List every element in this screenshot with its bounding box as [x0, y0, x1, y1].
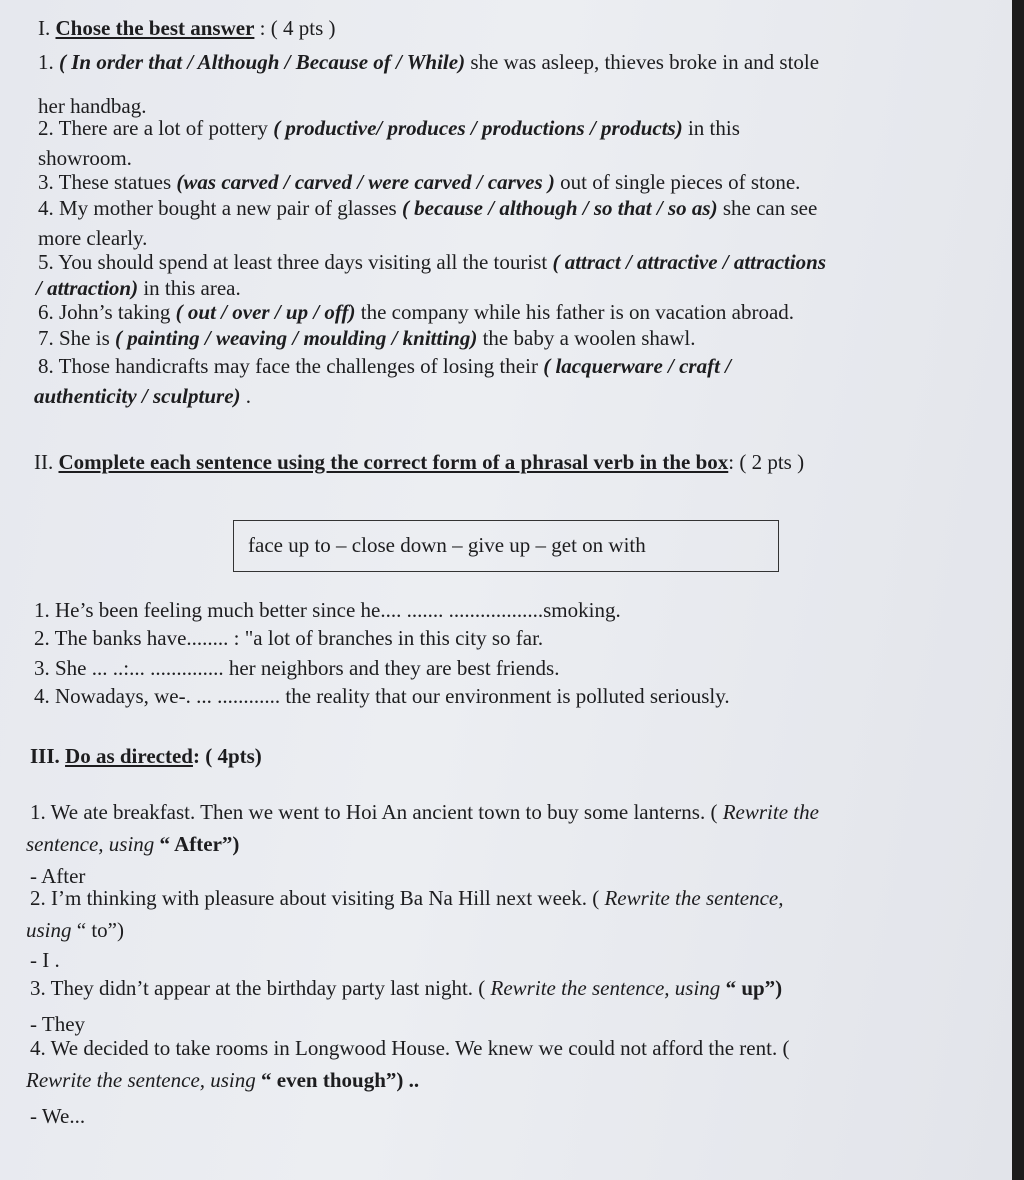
q2-text: in this	[682, 116, 740, 140]
q3-text-start: 3. These statues	[38, 170, 177, 194]
section-2-title: Complete each sentence using the correct form of a phrasal verb in the box	[58, 450, 729, 474]
s3-q2-instruction: Rewrite the sentence,	[604, 886, 784, 910]
q3-text: out of single pieces of stone.	[554, 170, 801, 194]
section-2-points: : ( 2 pts )	[728, 450, 805, 474]
q3-options: (was carved / carved / were carved / carves )	[176, 170, 555, 194]
q5-continuation	[36, 276, 241, 300]
s3-question-4: 4. We decided to take rooms in Longwood House. We knew we could not afford the rent. (	[30, 1036, 790, 1060]
s3-q3-answer-line: - They	[30, 1012, 86, 1036]
q4-text: she can see	[717, 196, 818, 220]
s3-q2-instruction-cont: using	[26, 918, 72, 942]
s1-question-3	[38, 170, 800, 194]
s3-question-1	[30, 800, 819, 824]
q5-text-end: in this area.	[138, 276, 241, 300]
section-3-heading	[30, 744, 262, 768]
q5-options: ( attract / attractive / attractions	[552, 250, 827, 274]
q2-continuation: showroom.	[38, 146, 132, 170]
q7-options: ( painting / weaving / moulding / knitting)	[115, 326, 478, 350]
q5-options-cont: / attraction)	[36, 276, 139, 300]
s3-q3-keyword: “ up”)	[720, 976, 783, 1000]
q1-continuation: her handbag.	[38, 94, 147, 118]
q8-options: ( lacquerware / craft /	[543, 354, 732, 378]
s1-question-6	[38, 300, 794, 324]
q7-text: the baby a woolen shawl.	[477, 326, 696, 350]
q1-options: ( In order that / Although / Because of / While)	[59, 50, 466, 74]
phrasal-verb-box	[233, 520, 779, 572]
s3-question-3	[30, 976, 782, 1000]
section-3-number: III.	[30, 744, 66, 768]
q6-text-start: 6. John’s taking	[38, 300, 176, 324]
s3-q3-text: 3. They didn’t appear at the birthday party last night. (	[30, 976, 491, 1000]
s3-q1-keyword: “ After”)	[154, 832, 240, 856]
s3-q4-answer-line: - We...	[30, 1104, 86, 1128]
section-1-heading	[38, 16, 335, 40]
s3-q4-instruction: Rewrite the sentence, using	[26, 1068, 256, 1092]
s3-q4-keyword: “ even though”) ..	[255, 1068, 420, 1092]
q8-text-start: 8. Those handicrafts may face the challenges of losing their	[38, 354, 544, 378]
s1-question-2	[38, 116, 740, 140]
q4-text-start: 4. My mother bought a new pair of glasses	[38, 196, 402, 220]
q8-options-cont: authenticity / sculpture)	[34, 384, 241, 408]
q2-text-start: 2. There are a lot of pottery	[38, 116, 274, 140]
s3-q3-instruction: Rewrite the sentence, using	[490, 976, 721, 1000]
s1-question-8	[38, 354, 731, 378]
s2-item-1: 1. He’s been feeling much better since he.... ....... ..................smoking.	[34, 598, 621, 622]
q6-options: ( out / over / up / off)	[175, 300, 356, 324]
s3-q2-keyword: “ to”)	[71, 918, 124, 942]
q4-options: ( because / although / so that / so as)	[401, 196, 718, 220]
q2-options: ( productive/ produces / productions / products)	[273, 116, 683, 140]
s3-q4-continuation	[26, 1068, 419, 1092]
q4-continuation: more clearly.	[38, 226, 148, 250]
q8-continuation	[34, 384, 251, 408]
section-2-number: II.	[34, 450, 59, 474]
s3-question-2	[30, 886, 784, 910]
s3-q2-text: 2. I’m thinking with pleasure about visiting Ba Na Hill next week. (	[30, 886, 605, 910]
s3-q1-continuation	[26, 832, 239, 856]
q6-text: the company while his father is on vacation abroad.	[355, 300, 795, 324]
s1-question-5	[38, 250, 826, 274]
s2-item-3: 3. She ... ..:... .............. her neighbors and they are best friends.	[34, 656, 560, 680]
s2-item-2: 2. The banks have........ : "a lot of branches in this city so far.	[34, 626, 544, 650]
s1-question-7	[38, 326, 695, 350]
section-3-points: : ( 4pts)	[192, 744, 262, 768]
s1-question-1	[38, 50, 819, 74]
section-1-number: I.	[38, 16, 56, 40]
s1-question-4	[38, 196, 817, 220]
s3-q1-text: 1. We ate breakfast. Then we went to Hoi An ancient town to buy some lanterns. (	[30, 800, 723, 824]
s3-q2-answer-line: - I .	[30, 948, 60, 972]
s3-q2-continuation	[26, 918, 124, 942]
s3-q1-answer-line: - After	[30, 864, 86, 888]
section-2-heading	[34, 450, 804, 474]
section-1-points: : ( 4 pts )	[254, 16, 336, 40]
q5-text-start: 5. You should spend at least three days visiting all the tourist	[38, 250, 553, 274]
phrasal-verb-list: face up to – close down – give up – get on with	[248, 533, 646, 557]
section-1-title: Chose the best answer	[55, 16, 255, 40]
q1-text: she was asleep, thieves broke in and stole	[465, 50, 820, 74]
s2-item-4: 4. Nowadays, we-. ... ............ the reality that our environment is polluted seriously.	[34, 684, 730, 708]
q8-text-end: .	[240, 384, 252, 408]
q1-number: 1.	[38, 50, 59, 74]
section-3-title: Do as directed	[65, 744, 193, 768]
s3-q1-instruction-cont: sentence, using	[26, 832, 155, 856]
s3-q1-instruction: Rewrite the	[722, 800, 819, 824]
q7-text-start: 7. She is	[38, 326, 116, 350]
